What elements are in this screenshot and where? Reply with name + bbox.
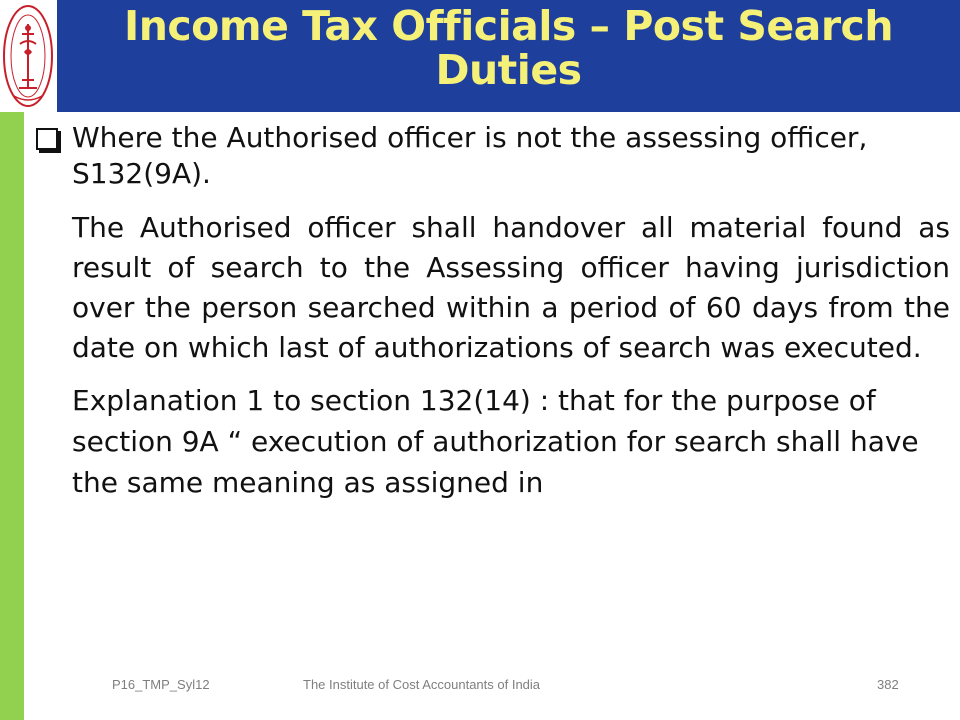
paragraph-explanation: Explanation 1 to section 132(14) : that for the purpose of section 9A “ execution of authorization for search shall have the same meaning as assigned in <box>72 384 919 499</box>
left-accent-bar <box>0 112 24 720</box>
bullet-text: Where the Authorised officer is not the assessing officer, S132(9A). <box>72 121 868 190</box>
institute-seal-icon <box>0 0 57 112</box>
slide-body <box>32 120 952 503</box>
paragraph-handover: The Authorised officer shall handover all material found as result of search to the Assessing officer having jurisdiction over the person searched within a period of 60 days from the date on which last of authorizations of search was executed. <box>72 211 950 364</box>
page-number: 382 <box>877 677 899 692</box>
footer-course-code: P16_TMP_Syl12 <box>112 677 210 692</box>
footer-institute-name: The Institute of Cost Accountants of India <box>303 677 541 692</box>
checkbox-bullet-icon <box>36 128 58 150</box>
slide-title: Income Tax Officials – Post Search Duties <box>123 2 894 94</box>
institute-logo <box>0 0 57 112</box>
bullet-item <box>32 120 952 192</box>
